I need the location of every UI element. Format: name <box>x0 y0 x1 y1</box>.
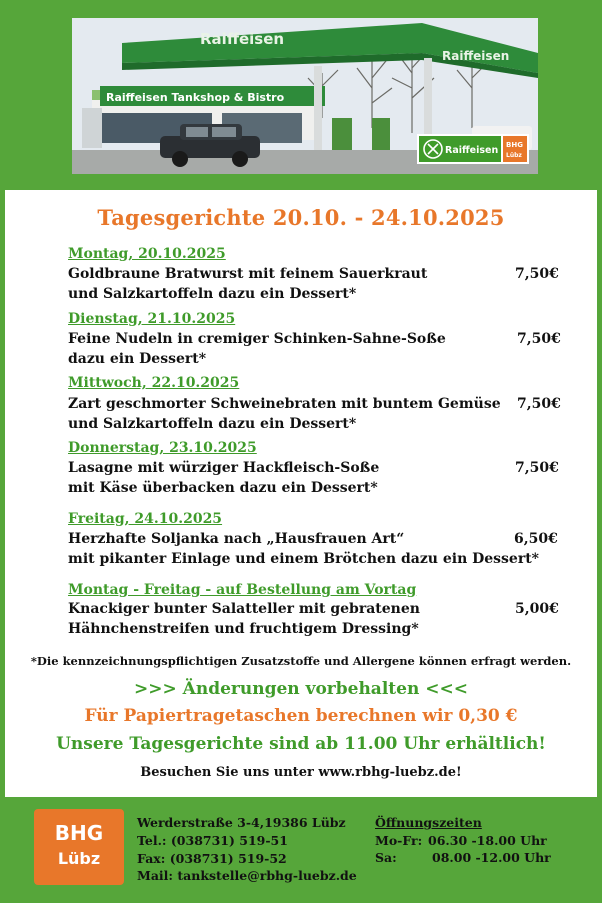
day-heading: Mittwoch, 22.10.2025 <box>68 375 240 391</box>
dish-line: Herzhafte Soljanka nach „Hausfrauen Art“ <box>68 531 405 547</box>
hours-weekday: 06.30 -18.00 Uhr <box>428 833 547 848</box>
canopy-text-right: Raiffeisen <box>442 49 510 63</box>
day-heading: Montag, 20.10.2025 <box>68 246 226 262</box>
day-heading: Donnerstag, 23.10.2025 <box>68 440 257 456</box>
hours-saturday-label: Sa: <box>375 850 397 865</box>
logo-line-2: Lübz <box>57 849 101 868</box>
website-text: Besuchen Sie uns unter www.rbhg-luebz.de! <box>140 765 462 780</box>
email-text: Mail: tankstelle@rbhg-luebz.de <box>137 868 357 883</box>
menu-title: Tagesgerichte 20.10. - 24.10.2025 <box>97 205 505 230</box>
availability-text: Unsere Tagesgerichte sind ab 11.00 Uhr erhältlich! <box>56 734 546 754</box>
hours-weekday-label: Mo-Fr: <box>375 833 423 848</box>
raiffeisen-bhg-badge <box>417 134 529 164</box>
dish-price: 7,50€ <box>517 331 561 347</box>
shop-sign-text: Raiffeisen Tankshop & Bistro <box>106 91 285 104</box>
badge-luebz-text: Lübz <box>506 152 522 159</box>
dish-line: und Salzkartoffeln dazu ein Dessert* <box>68 286 357 302</box>
gas-station-illustration <box>72 18 538 174</box>
day-heading: Dienstag, 21.10.2025 <box>68 311 236 327</box>
address-text: Werderstraße 3-4,19386 Lübz <box>137 815 346 830</box>
badge-raiffeisen-text: Raiffeisen <box>445 145 499 156</box>
dish-line: und Salzkartoffeln dazu ein Dessert* <box>68 416 357 432</box>
hours-saturday: 08.00 -12.00 Uhr <box>432 850 551 865</box>
dish-line: Lasagne mit würziger Hackfleisch-Soße <box>68 460 380 476</box>
dish-line: mit Käse überbacken dazu ein Dessert* <box>68 480 378 496</box>
dish-price: 7,50€ <box>515 266 559 282</box>
allergen-note: *Die kennzeichnungspflichtigen Zusatzstoffe und Allergene können erfragt werden. <box>30 654 572 668</box>
changes-reserved-text: >>> Änderungen vorbehalten <<< <box>134 679 468 699</box>
gas-station-photo <box>72 18 538 174</box>
day-heading: Montag - Freitag - auf Bestellung am Vortag <box>68 582 417 598</box>
logo-line-1: BHG <box>54 821 104 845</box>
badge-bhg-text: BHG <box>506 141 523 149</box>
dish-line: Goldbraune Bratwurst mit feinem Sauerkraut <box>68 266 428 282</box>
paper-bag-fee-text: Für Papiertragetaschen berechnen wir 0,30 € <box>84 706 518 726</box>
dish-line: Zart geschmorter Schweinebraten mit buntem Gemüse <box>68 396 501 412</box>
phone-text: Tel.: (038731) 519-51 <box>137 833 288 848</box>
dish-line: Knackiger bunter Salatteller mit gebratenen <box>68 601 420 617</box>
dish-price: 6,50€ <box>514 531 558 547</box>
opening-hours-title: Öffnungszeiten <box>375 815 482 830</box>
fax-text: Fax: (038731) 519-52 <box>137 851 287 866</box>
dish-price: 7,50€ <box>515 460 559 476</box>
dish-price: 5,00€ <box>515 601 559 617</box>
bhg-logo <box>34 809 124 885</box>
dish-line: mit pikanter Einlage und einem Brötchen dazu ein Dessert* <box>68 551 540 567</box>
dish-price: 7,50€ <box>517 396 561 412</box>
dish-line: Feine Nudeln in cremiger Schinken-Sahne-Soße <box>68 331 446 347</box>
dish-line: dazu ein Dessert* <box>68 351 207 367</box>
canopy-text: Raiffeisen <box>200 30 285 48</box>
day-heading: Freitag, 24.10.2025 <box>68 511 223 527</box>
dish-line: Hähnchenstreifen und fruchtigem Dressing* <box>68 621 419 637</box>
